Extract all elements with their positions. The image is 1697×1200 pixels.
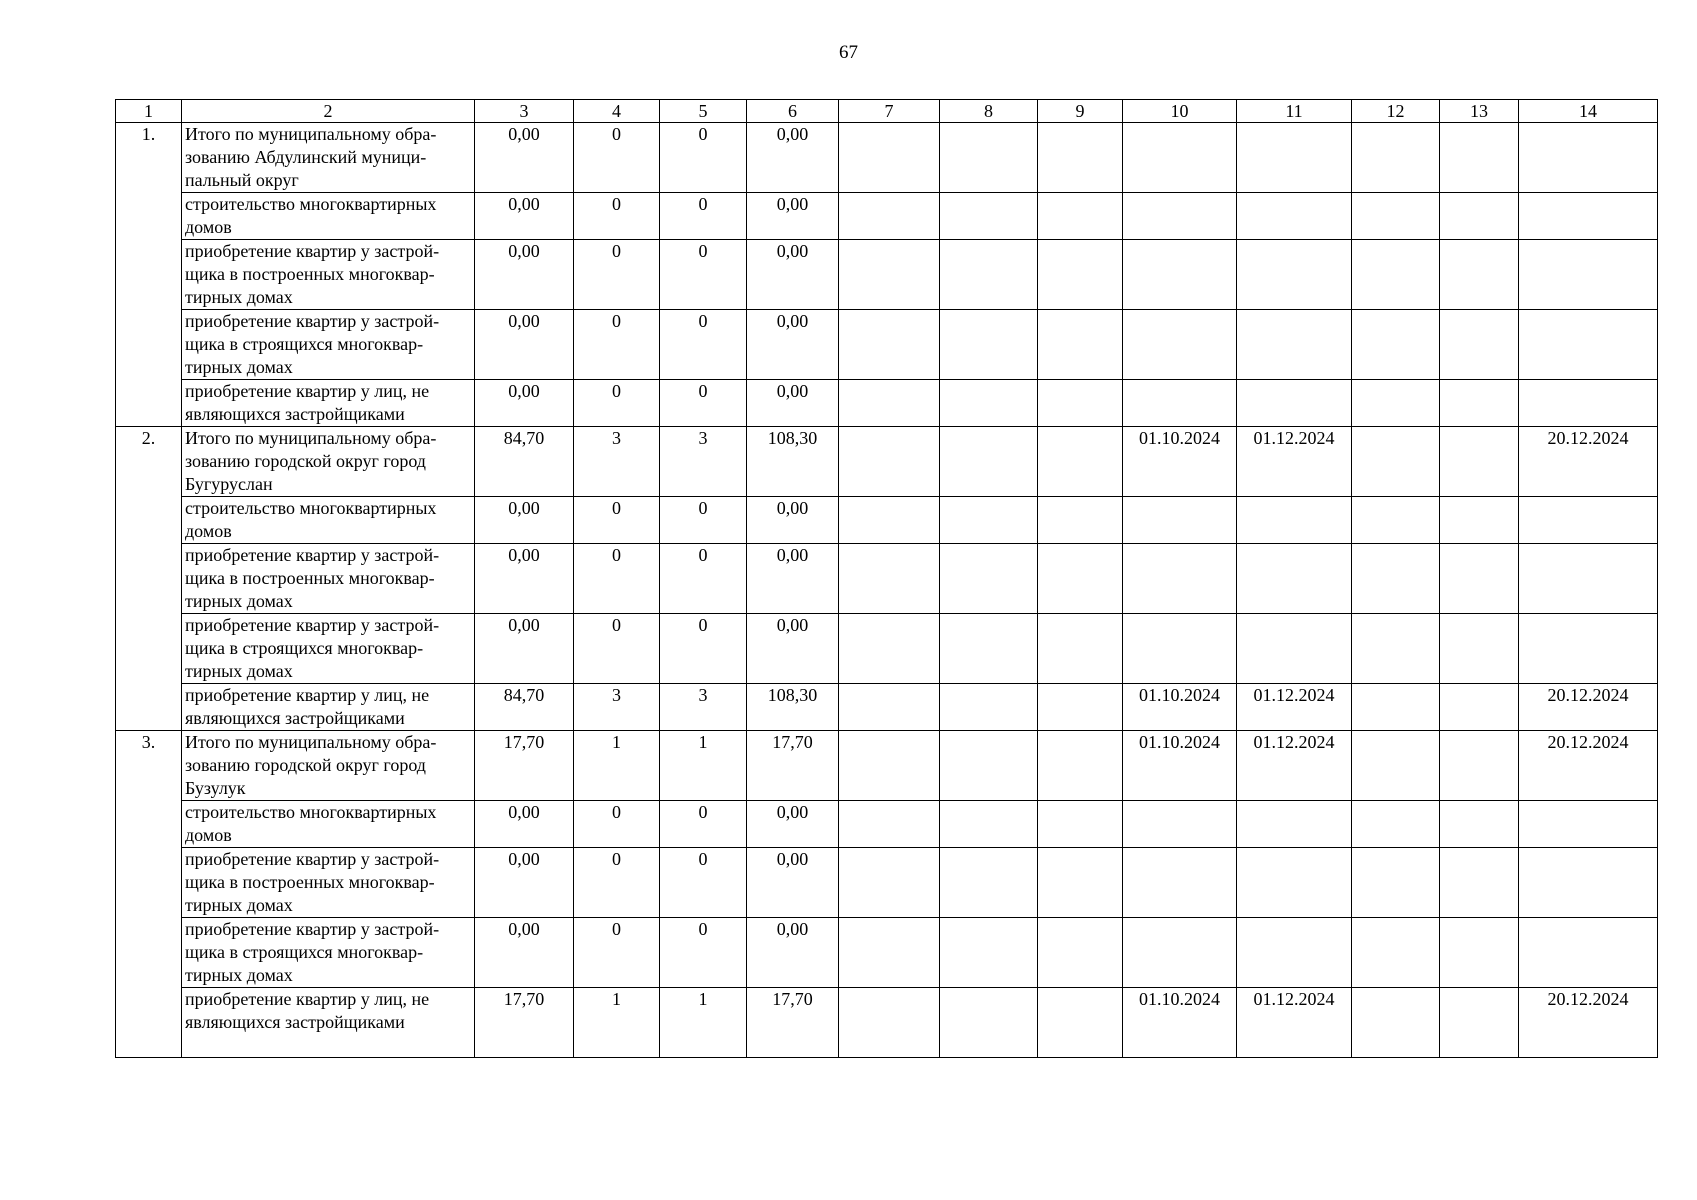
cell-col14	[1519, 918, 1658, 988]
cell-col3: 84,70	[475, 684, 574, 731]
cell-col6: 0,00	[747, 497, 839, 544]
cell-col6: 0,00	[747, 193, 839, 240]
cell-col10: 01.10.2024	[1123, 684, 1237, 731]
cell-col12	[1352, 193, 1440, 240]
cell-col8	[940, 731, 1038, 801]
cell-col8	[940, 123, 1038, 193]
cell-col14: 20.12.2024	[1519, 427, 1658, 497]
cell-col4: 0	[574, 310, 660, 380]
table-row	[116, 310, 1658, 380]
cell-col14: 20.12.2024	[1519, 684, 1658, 731]
cell-col14: 20.12.2024	[1519, 731, 1658, 801]
cell-col8	[940, 988, 1038, 1058]
cell-col14	[1519, 380, 1658, 427]
row-description: приобретение квартир у лиц, не являющихся застройщиками	[182, 380, 475, 427]
cell-col10	[1123, 918, 1237, 988]
cell-col5: 0	[660, 310, 747, 380]
cell-col8	[940, 918, 1038, 988]
cell-col13	[1440, 427, 1519, 497]
cell-col11	[1237, 497, 1352, 544]
row-description: приобретение квартир у лиц, не являющихся застройщиками	[182, 684, 475, 731]
cell-col7	[839, 427, 940, 497]
row-description: Итого по муниципальному обра-зованию городской округ город Бугуруслан	[182, 427, 475, 497]
cell-col13	[1440, 684, 1519, 731]
cell-col14: 20.12.2024	[1519, 988, 1658, 1058]
cell-col3: 0,00	[475, 918, 574, 988]
column-header: 8	[940, 100, 1038, 123]
cell-col11	[1237, 614, 1352, 684]
cell-col10	[1123, 801, 1237, 848]
column-header: 5	[660, 100, 747, 123]
cell-col6: 0,00	[747, 614, 839, 684]
cell-col8	[940, 848, 1038, 918]
column-header: 3	[475, 100, 574, 123]
cell-col11: 01.12.2024	[1237, 731, 1352, 801]
report-table	[115, 99, 1658, 1058]
cell-col10	[1123, 240, 1237, 310]
group-index: 3.	[116, 731, 182, 1058]
table-body	[116, 123, 1658, 1058]
cell-col6: 108,30	[747, 684, 839, 731]
row-description: строительство многоквартирных домов	[182, 193, 475, 240]
cell-col4: 3	[574, 427, 660, 497]
cell-col3: 0,00	[475, 544, 574, 614]
cell-col10	[1123, 380, 1237, 427]
cell-col3: 0,00	[475, 123, 574, 193]
cell-col5: 3	[660, 427, 747, 497]
cell-col14	[1519, 848, 1658, 918]
cell-col10	[1123, 544, 1237, 614]
cell-col11	[1237, 848, 1352, 918]
cell-col9	[1038, 801, 1123, 848]
cell-col3: 17,70	[475, 731, 574, 801]
cell-col12	[1352, 310, 1440, 380]
cell-col8	[940, 427, 1038, 497]
cell-col13	[1440, 380, 1519, 427]
cell-col8	[940, 684, 1038, 731]
cell-col10: 01.10.2024	[1123, 427, 1237, 497]
table-row	[116, 544, 1658, 614]
group-index: 1.	[116, 123, 182, 427]
cell-col10: 01.10.2024	[1123, 988, 1237, 1058]
group-index: 2.	[116, 427, 182, 731]
table-row	[116, 801, 1658, 848]
cell-col9	[1038, 310, 1123, 380]
cell-col6: 0,00	[747, 848, 839, 918]
cell-col8	[940, 801, 1038, 848]
cell-col3: 0,00	[475, 801, 574, 848]
cell-col3: 17,70	[475, 988, 574, 1058]
cell-col5: 0	[660, 801, 747, 848]
table-row	[116, 380, 1658, 427]
cell-col12	[1352, 544, 1440, 614]
cell-col6: 17,70	[747, 731, 839, 801]
cell-col3: 0,00	[475, 848, 574, 918]
cell-col9	[1038, 497, 1123, 544]
cell-col7	[839, 918, 940, 988]
cell-col12	[1352, 427, 1440, 497]
cell-col12	[1352, 731, 1440, 801]
cell-col4: 0	[574, 614, 660, 684]
cell-col7	[839, 240, 940, 310]
row-description: Итого по муниципальному обра-зованию Абдулинский муници-пальный округ	[182, 123, 475, 193]
cell-col9	[1038, 380, 1123, 427]
cell-col13	[1440, 614, 1519, 684]
page-number: 67	[839, 42, 858, 63]
cell-col6: 0,00	[747, 380, 839, 427]
table-row	[116, 427, 1658, 497]
cell-col4: 0	[574, 240, 660, 310]
cell-col11	[1237, 544, 1352, 614]
cell-col13	[1440, 918, 1519, 988]
cell-col4: 1	[574, 731, 660, 801]
cell-col11	[1237, 310, 1352, 380]
cell-col4: 0	[574, 193, 660, 240]
cell-col11	[1237, 240, 1352, 310]
cell-col5: 0	[660, 193, 747, 240]
cell-col13	[1440, 544, 1519, 614]
row-description: приобретение квартир у застрой-щика в построенных многоквар-тирных домах	[182, 544, 475, 614]
cell-col5: 3	[660, 684, 747, 731]
column-header: 13	[1440, 100, 1519, 123]
cell-col3: 0,00	[475, 497, 574, 544]
row-description: приобретение квартир у застрой-щика в строящихся многоквар-тирных домах	[182, 614, 475, 684]
table-row	[116, 848, 1658, 918]
column-number-row	[116, 100, 1658, 123]
table-row	[116, 684, 1658, 731]
cell-col14	[1519, 614, 1658, 684]
column-header: 1	[116, 100, 182, 123]
cell-col7	[839, 544, 940, 614]
row-description: приобретение квартир у застрой-щика в строящихся многоквар-тирных домах	[182, 918, 475, 988]
cell-col4: 0	[574, 380, 660, 427]
cell-col13	[1440, 801, 1519, 848]
cell-col12	[1352, 684, 1440, 731]
row-description: строительство многоквартирных домов	[182, 801, 475, 848]
cell-col14	[1519, 310, 1658, 380]
cell-col8	[940, 544, 1038, 614]
cell-col4: 3	[574, 684, 660, 731]
cell-col4: 0	[574, 123, 660, 193]
row-description: приобретение квартир у застрой-щика в построенных многоквар-тирных домах	[182, 848, 475, 918]
cell-col3: 0,00	[475, 380, 574, 427]
cell-col13	[1440, 988, 1519, 1058]
column-header: 2	[182, 100, 475, 123]
cell-col5: 0	[660, 614, 747, 684]
cell-col6: 0,00	[747, 240, 839, 310]
cell-col9	[1038, 848, 1123, 918]
cell-col3: 0,00	[475, 614, 574, 684]
table-row	[116, 193, 1658, 240]
cell-col10	[1123, 193, 1237, 240]
cell-col7	[839, 310, 940, 380]
cell-col10	[1123, 123, 1237, 193]
cell-col7	[839, 684, 940, 731]
cell-col9	[1038, 918, 1123, 988]
cell-col9	[1038, 427, 1123, 497]
cell-col10	[1123, 614, 1237, 684]
cell-col7	[839, 848, 940, 918]
cell-col5: 1	[660, 731, 747, 801]
cell-col7	[839, 614, 940, 684]
table-row	[116, 988, 1658, 1058]
cell-col9	[1038, 614, 1123, 684]
cell-col5: 0	[660, 240, 747, 310]
cell-col13	[1440, 848, 1519, 918]
cell-col14	[1519, 801, 1658, 848]
cell-col13	[1440, 731, 1519, 801]
cell-col3: 0,00	[475, 240, 574, 310]
cell-col9	[1038, 123, 1123, 193]
cell-col4: 1	[574, 988, 660, 1058]
cell-col6: 0,00	[747, 310, 839, 380]
cell-col12	[1352, 988, 1440, 1058]
cell-col7	[839, 193, 940, 240]
cell-col11: 01.12.2024	[1237, 427, 1352, 497]
cell-col11: 01.12.2024	[1237, 988, 1352, 1058]
cell-col5: 0	[660, 918, 747, 988]
cell-col11	[1237, 918, 1352, 988]
cell-col6: 0,00	[747, 801, 839, 848]
cell-col4: 0	[574, 918, 660, 988]
cell-col5: 0	[660, 380, 747, 427]
cell-col6: 108,30	[747, 427, 839, 497]
cell-col10: 01.10.2024	[1123, 731, 1237, 801]
cell-col14	[1519, 497, 1658, 544]
cell-col7	[839, 801, 940, 848]
cell-col11	[1237, 123, 1352, 193]
cell-col10	[1123, 848, 1237, 918]
cell-col8	[940, 380, 1038, 427]
cell-col13	[1440, 193, 1519, 240]
row-description: приобретение квартир у лиц, не являющихся застройщиками	[182, 988, 475, 1058]
cell-col4: 0	[574, 801, 660, 848]
cell-col8	[940, 614, 1038, 684]
cell-col12	[1352, 240, 1440, 310]
cell-col4: 0	[574, 544, 660, 614]
column-header: 11	[1237, 100, 1352, 123]
cell-col12	[1352, 918, 1440, 988]
cell-col8	[940, 497, 1038, 544]
cell-col14	[1519, 240, 1658, 310]
cell-col11: 01.12.2024	[1237, 684, 1352, 731]
cell-col9	[1038, 684, 1123, 731]
cell-col7	[839, 380, 940, 427]
cell-col7	[839, 497, 940, 544]
cell-col9	[1038, 544, 1123, 614]
cell-col4: 0	[574, 848, 660, 918]
cell-col7	[839, 731, 940, 801]
table-row	[116, 731, 1658, 801]
row-description: приобретение квартир у застрой-щика в строящихся многоквар-тирных домах	[182, 310, 475, 380]
table-row	[116, 123, 1658, 193]
cell-col13	[1440, 497, 1519, 544]
cell-col12	[1352, 848, 1440, 918]
cell-col6: 17,70	[747, 988, 839, 1058]
cell-col11	[1237, 380, 1352, 427]
cell-col12	[1352, 497, 1440, 544]
cell-col9	[1038, 193, 1123, 240]
cell-col11	[1237, 801, 1352, 848]
cell-col12	[1352, 380, 1440, 427]
cell-col9	[1038, 240, 1123, 310]
cell-col7	[839, 988, 940, 1058]
cell-col9	[1038, 988, 1123, 1058]
cell-col13	[1440, 310, 1519, 380]
cell-col13	[1440, 240, 1519, 310]
cell-col8	[940, 310, 1038, 380]
cell-col14	[1519, 193, 1658, 240]
column-header: 7	[839, 100, 940, 123]
cell-col3: 84,70	[475, 427, 574, 497]
column-header: 9	[1038, 100, 1123, 123]
cell-col5: 0	[660, 123, 747, 193]
cell-col14	[1519, 123, 1658, 193]
cell-col5: 0	[660, 497, 747, 544]
cell-col12	[1352, 123, 1440, 193]
table-row	[116, 614, 1658, 684]
cell-col6: 0,00	[747, 918, 839, 988]
cell-col7	[839, 123, 940, 193]
column-header: 10	[1123, 100, 1237, 123]
column-header: 14	[1519, 100, 1658, 123]
cell-col9	[1038, 731, 1123, 801]
cell-col6: 0,00	[747, 544, 839, 614]
row-description: строительство многоквартирных домов	[182, 497, 475, 544]
table-row	[116, 497, 1658, 544]
cell-col8	[940, 193, 1038, 240]
column-header: 6	[747, 100, 839, 123]
cell-col12	[1352, 801, 1440, 848]
cell-col12	[1352, 614, 1440, 684]
cell-col10	[1123, 497, 1237, 544]
cell-col14	[1519, 544, 1658, 614]
row-description: приобретение квартир у застрой-щика в построенных многоквар-тирных домах	[182, 240, 475, 310]
column-header: 12	[1352, 100, 1440, 123]
cell-col8	[940, 240, 1038, 310]
cell-col5: 0	[660, 544, 747, 614]
cell-col3: 0,00	[475, 193, 574, 240]
column-header: 4	[574, 100, 660, 123]
cell-col3: 0,00	[475, 310, 574, 380]
cell-col13	[1440, 123, 1519, 193]
row-description: Итого по муниципальному обра-зованию городской округ город Бузулук	[182, 731, 475, 801]
cell-col5: 1	[660, 988, 747, 1058]
table-row	[116, 240, 1658, 310]
table-row	[116, 918, 1658, 988]
cell-col4: 0	[574, 497, 660, 544]
cell-col5: 0	[660, 848, 747, 918]
cell-col6: 0,00	[747, 123, 839, 193]
cell-col10	[1123, 310, 1237, 380]
cell-col11	[1237, 193, 1352, 240]
